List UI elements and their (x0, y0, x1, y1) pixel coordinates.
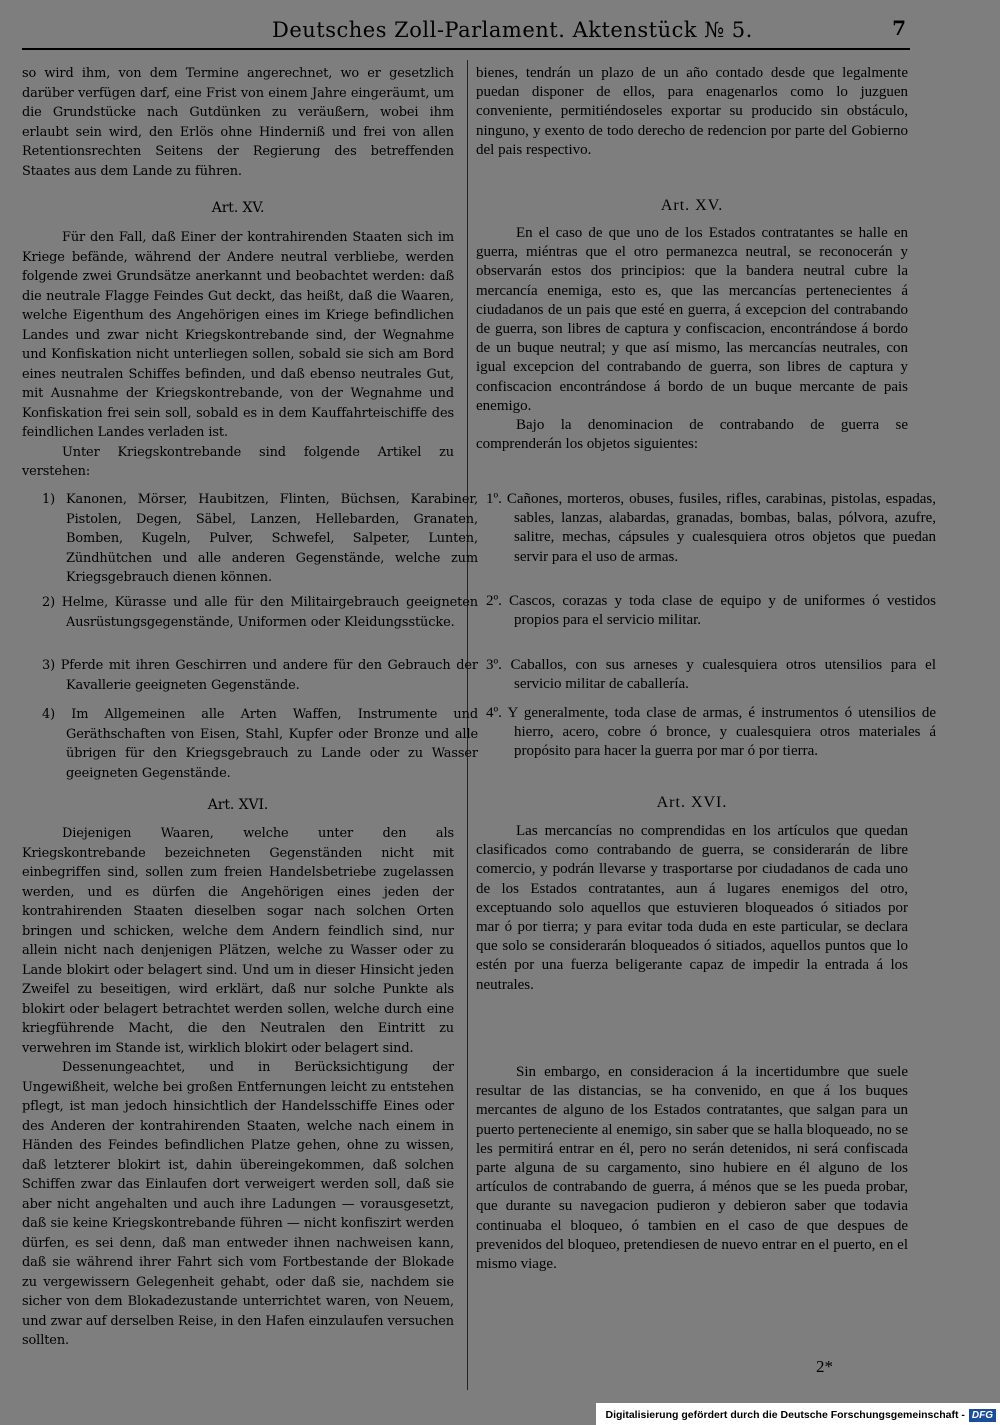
spanish-intro-block (476, 64, 908, 160)
german-art16-paragraph-1: Diejenigen Waaren, welche unter den als Kriegskontrebande bezeichneten Gegenständen nicht mit einbegriffen sind, sollen zum freien Handelsbetriebe zugelassen werden, und es dürfen die Angehörigen eines jeden der kontrahirenden Staaten dieselben sogar nach solchen Orten bringen und schicken, welche dem Andern feindlich sind, nur allein nicht nach denjenigen Plätzen, welche zu Wasser oder zu Lande blokirt oder belagert sind. Und um in dieser Hinsicht jeden Zweifel zu beseitigen, wird erklärt, daß nur solche Punkte als blokirt oder belagert betrachtet werden sollen, welche durch eine kriegführende Macht, die den Neutralen den Eintritt zu verwehren im Stande ist, wirklich blokirt oder belagert sind. (22, 826, 454, 1056)
german-intro-block (22, 64, 454, 181)
german-intro: so wird ihm, von dem Termine angerechnet, wo er gesetzlich darüber verfügen darf, eine Frist von einem Jahre eingeräumt, um die Grundstücke nach Gutdünken zu veräußern, wobei ihm erlaubt sein wird, den Erlös ohne Hinderniß und frei von allen Retentionsrechten Seitens der Regierung des betreffenden Staates aus dem Lande zu führen. (22, 66, 454, 179)
german-list-item-3: 3) Pferde mit ihren Geschirren und andere für den Gebrauch der Kavallerie geeigneten Gegenstände. (42, 658, 478, 693)
german-list-item-4: 4) Im Allgemeinen alle Arten Waffen, Instrumente und Geräthschaften von Eisen, Stahl, Kupfer oder Bronze und alle übrigen für den Kriegsgebrauch zu Lande oder zu Wasser geeigneten Gegenstände. (42, 707, 478, 781)
funding-credit[interactable] (596, 1403, 1000, 1425)
german-art15-contraband-intro: Unter Kriegskontrebande sind folgende Artikel zu verstehen: (22, 444, 454, 479)
german-art16-title: Art. XVI. (207, 797, 269, 813)
spanish-art15-title: Art. XV. (660, 197, 724, 214)
german-art16-heading-block (22, 796, 454, 816)
spanish-art16-body-1 (476, 822, 908, 995)
spanish-art15-paragraph: En el caso de que uno de los Estados contratantes se halle en guerra, miéntras que el otro permanezca neutral, se reconocerán y observarán estos dos principios: que la bandera neutral cubre la mercancía enemiga, esto es, que las mercancías pertenecientes á ciudadanos de un pais que esté en guerra, á excepcion del contrabando de guerra, son libres de captura y confiscacion, encontrándose á bordo de un buque neutral; y que así mismo, las mercancías neutrales, con igual excepcion del contrabando de guerra, son libres de captura y confiscacion encontrándose á bordo de un buque mercante de pais enemigo. (476, 225, 908, 414)
german-art15-title: Art. XV. (211, 200, 265, 216)
dfg-logo-icon: DFG (969, 1409, 996, 1422)
german-list-item-2: 2) Helme, Kürasse und alle für den Militairgebrauch geeigneten Ausrüstungsgegenstände, Uniformen oder Kleidungsstücke. (42, 595, 478, 630)
spanish-intro: bienes, tendrán un plazo de un año contado desde que legalmente puedan disponer de ellos, para enagenarlos como lo juzguen conveniente, permitiéndoseles exportar su producido sin obstáculo, ninguno, y exento de todo derecho de redencion por parte del Gobierno del pais respectivo. (476, 65, 908, 158)
spanish-art16-body-2 (476, 1063, 908, 1274)
spanish-art16-title: Art. XVI. (656, 794, 728, 811)
funding-credit-text: Digitalisierung gefördert durch die Deutsche Forschungsgemeinschaft - (605, 1409, 965, 1421)
signature-mark: 2* (816, 1357, 833, 1376)
german-list-item-1: 1) Kanonen, Mörser, Haubitzen, Flinten, Büchsen, Karabiner, Pistolen, Degen, Säbel, Lanzen, Hellebarden, Granaten, Bomben, Kugeln, Pulver, Schwefel, Salpeter, Lunten, Zündhütchen und alle anderen Gegenstände, welche zum Kriegsgebrauch dienen können. (42, 492, 478, 585)
spanish-art16-paragraph-1: Las mercancías no comprendidas en los artículos que quedan clasificados como contrabando de guerra, se considerarán de libre comercio, y podrán llevarse y trasportarse por ciudadanos de cada uno de los Estados contratantes, aun á lugares enemigos del otro, exceptuando solo aquellos que estuvieren bloqueados ó sitiados por mar ó por tierra; y para evitar toda duda en este particular, se declara que solo se considerarán bloqueados ó sitiados, aquellos puntos que lo estén por una fuerza beligerante capaz de impedir la entrada á los neutrales. (476, 823, 908, 993)
german-art15-body (22, 228, 454, 482)
spanish-art16-paragraph-2: Sin embargo, en consideracion á la incertidumbre que suele resultar de las distancias, se ha convenido, en que á los buques mercantes de alguno de los Estados contratantes, que salgan para un puerto perteneciente al enemigo, sin saber que se halla bloqueado, no se les permitirá entrar en él, pero no serán detenidos, ni será confiscada parte alguna de su cargamento, sino hubiere en él alguno de los artículos de contrabando de guerra, á ménos que se les pueda probar, que durante su navegacion pudieron y debieron saber que todavia continuaba el bloqueo, ó tambien en el caso de que despues de prevenidos del bloqueo, pretendiesen de nuevo entrar en el puerto, en el mismo viage. (476, 1064, 908, 1273)
german-art16-body (22, 824, 454, 1351)
german-art16-paragraph-2: Dessenungeachtet, und in Berücksichtigung der Ungewißheit, welche bei großen Entfernungen leicht zu entstehen pflegt, ist man jedoch hinsichtlich der Handelsschiffe Eines oder des Anderen der kontrahirenden Staaten, welche nach einem in Händen des Feindes befindlichen Platze gehen, ohne zu wissen, daß letzterer blokirt ist, dahin übereingekommen, daß solchen Schiffen zwar das Einlaufen dort verweigert werden soll, daß sie aber nicht angehalten und auch ihre Ladungen — vorausgesetzt, daß sie keine Kriegskontrebande führen — nicht konfiszirt werden dürfen, es sei denn, daß man entweder ihnen nachweisen kann, daß sie während ihrer Fahrt sich vom Fortbestande der Blokade zu vergewissern Gelegenheit gehabt, oder daß sie, nachdem sie sicher von dem Blokadezustande unterrichtet waren, von Neuem, und zwar auf derselben Reise, in den Hafen einzulaufen versuchen sollten. (22, 1060, 454, 1348)
page-header (22, 14, 910, 50)
page-number: 7 (892, 16, 906, 40)
spanish-art15-body (476, 224, 908, 454)
spanish-art16-heading-block (476, 793, 908, 812)
spanish-list-item-1: 1º. Cañones, morteros, obuses, fusiles, rifles, carabinas, pistolas, espadas, sables, lanzas, alabardas, granadas, bombas, balas, pólvora, azufre, salitre, mechas, cápsules y cualesquiera otros objetos que puedan servir para el uso de armas. (486, 491, 936, 565)
german-art15-paragraph: Für den Fall, daß Einer der kontrahirenden Staaten sich im Kriege befände, während der Andere neutral verbliebe, werden folgende zwei Grundsätze anerkannt und beobachtet werden: daß die neutrale Flagge Feindes Gut deckt, das heißt, daß die Waaren, welche Eigenthum des Angehörigen eines im Kriege befindlichen Landes und zwar nicht Kriegskontrebande sind, der Wegnahme und Konfiskation nicht unterliegen sollen, sobald sie sich am Bord eines neutralen Schiffes befinden, und daß ebenso neutrales Gut, mit Ausnahme der Kriegskontrebande, von der Wegnahme und Konfiskation frei sein soll, sobald es in dem Kauffahrteischiffe des feindlichen Landes verladen ist. (22, 230, 454, 440)
spanish-art15-heading-block (476, 196, 908, 215)
german-art15-heading-block (22, 199, 454, 219)
spanish-art15-contraband-intro: Bajo la denominacion de contrabando de guerra se comprenderán los objetos siguientes: (476, 417, 908, 453)
spanish-list-item-4: 4º. Y generalmente, toda clase de armas, é instrumentos ó utensilios de hierro, acero, cobre ó bronce, y cualesquiera otros materiales á propósito para hacer la guerra por mar ó por tierra. (486, 705, 937, 760)
spanish-list-item-2: 2º. Cascos, corazas y toda clase de equipo y de uniformes ó vestidos propios para el servicio militar. (486, 593, 937, 629)
spanish-list-item-3: 3º. Caballos, con sus arneses y cualesquiera otros utensilios para el servicio militar de caballería. (486, 657, 937, 693)
header-title: Deutsches Zoll-Parlament. Aktenstück № 5. (272, 18, 753, 42)
